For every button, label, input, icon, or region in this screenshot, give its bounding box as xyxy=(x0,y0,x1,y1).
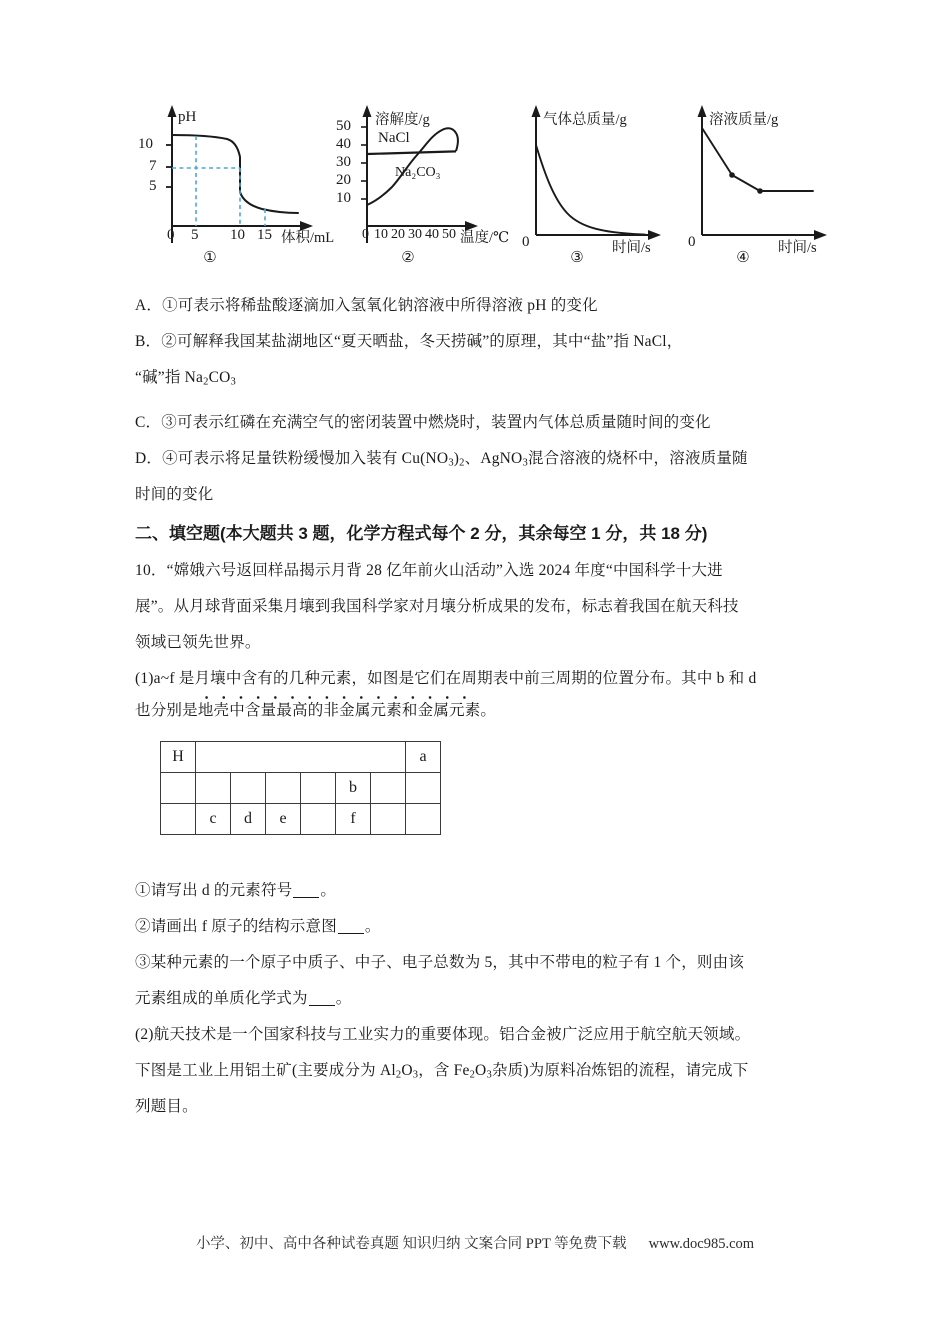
table-row xyxy=(161,773,441,804)
periodic-table-diagram xyxy=(160,741,441,835)
table-row xyxy=(161,742,441,773)
question-10-part2-line3: 列题目。 xyxy=(135,1098,198,1115)
sub1-text: ①请写出 d 的元素符号 xyxy=(135,882,293,899)
ptable-cell-r3c5 xyxy=(301,804,336,835)
answer-blank-2[interactable] xyxy=(338,918,364,934)
ptable-cell-r3c1 xyxy=(161,804,196,835)
part2-c: ，含 Fe xyxy=(418,1062,470,1079)
question-10-part2-line1: (2)航天技术是一个国家科技与工业实力的重要体现。铝合金被广泛应用于航空航天领域。 xyxy=(135,1026,751,1043)
option-b-line1 xyxy=(135,324,835,360)
option-b-label: B． xyxy=(135,333,162,350)
question-10-part2-line2 xyxy=(135,1053,835,1093)
figure-4-x-axis-label: 时间/s xyxy=(778,240,817,256)
figure-1-ytick-7: 7 xyxy=(149,158,157,174)
question-10-sub2 xyxy=(135,909,835,945)
sub1-period: 。 xyxy=(320,882,337,899)
figure-2-ytick-10: 10 xyxy=(336,190,351,206)
ptable-cell-d: d xyxy=(231,804,266,835)
sub-no3: 3 xyxy=(448,457,454,469)
question-10-stem-line1 xyxy=(135,553,835,589)
ptable-cell-f: f xyxy=(336,804,371,835)
question-10-stem-a: “嫦娥六号返回样品揭示月背 28 亿年前火山活动”入选 2024 年度“中国科学十大进 xyxy=(166,562,723,579)
ptable-cell-r2c5 xyxy=(301,773,336,804)
question-10-stem-line2: 展”。从月球背面采集月壤到我国科学家对月壤分析成果的发布，标志着我国在航天科技 xyxy=(135,598,739,615)
figure-2-xtick-40: 40 xyxy=(425,227,439,242)
figure-1-y-axis-label: pH xyxy=(178,109,197,125)
section-heading: 二、填空题(本大题共 3 题，化学方程式每个 2 分，其余每空 1 分，共 18 分) xyxy=(135,524,708,543)
figure-3-y-axis-label: 气体总质量/g xyxy=(543,112,627,128)
ptable-cell-r2c4 xyxy=(266,773,301,804)
figure-4-y-axis-label: 溶液质量/g xyxy=(709,112,779,128)
part1-line2-post: 。 xyxy=(480,702,497,719)
option-d-text-a: ④可表示将足量铁粉缓慢加入装有 Cu(NO xyxy=(162,450,449,467)
option-a xyxy=(135,288,835,324)
figure-1-ytick-10: 10 xyxy=(138,136,153,152)
option-c xyxy=(135,405,835,441)
figure-2-xtick-30: 30 xyxy=(408,227,422,242)
figure-1-xtick-15: 15 xyxy=(257,227,272,243)
part1-line2-pre: 也分别是 xyxy=(135,702,198,719)
option-b-text-cont: “碱”指 Na xyxy=(135,369,204,386)
ptable-cell-b: b xyxy=(336,773,371,804)
ptable-cell-h: H xyxy=(161,742,196,773)
answer-blank-3[interactable] xyxy=(309,990,335,1006)
question-10-number: 10． xyxy=(135,562,167,579)
sub-2b: 2 xyxy=(459,457,465,469)
part2-a: 下图是工业上用铝土矿(主要成分为 Al xyxy=(135,1062,396,1079)
option-c-text: ③可表示红磷在充满空气的密闭装置中燃烧时，装置内气体总质量随时间的变化 xyxy=(161,414,711,431)
part2-b: O xyxy=(401,1062,413,1079)
footer-url[interactable]: www.doc985.com xyxy=(648,1236,755,1252)
option-d-line1 xyxy=(135,441,835,481)
co-text: CO xyxy=(208,369,231,386)
figure-1-xtick-5: 5 xyxy=(191,227,199,243)
footer-text: 小学、初中、高中各种试卷真题 知识归纳 文案合同 PPT 等免费下载 xyxy=(195,1236,627,1252)
ptable-cell-c: c xyxy=(196,804,231,835)
sub-3b: 3 xyxy=(522,457,528,469)
sub-3: 3 xyxy=(230,376,236,388)
table-row xyxy=(161,804,441,835)
option-d-text-c: 、AgNO xyxy=(464,450,523,467)
option-a-label: A． xyxy=(135,297,163,314)
part1-line2-emphasis: 地壳中含量最高的非金属元素和金属元素 xyxy=(197,702,481,719)
option-d-line2 xyxy=(135,477,835,513)
ptable-cell-r2c2 xyxy=(196,773,231,804)
figure-1-ph-curve xyxy=(135,95,335,280)
figure-3-caption: ③ xyxy=(570,250,584,266)
sub-fe2: 2 xyxy=(469,1069,476,1081)
figure-2-xtick-50: 50 xyxy=(442,227,456,242)
figure-1-caption: ① xyxy=(203,250,217,266)
option-d-text-d: 混合溶液的烧杯中，溶液质量随 xyxy=(527,450,748,467)
ptable-cell-r2c7 xyxy=(371,773,406,804)
figure-1-xtick-0: 0 xyxy=(167,227,175,243)
option-a-text: ①可表示将稀盐酸逐滴加入氢氧化钠溶液中所得溶液 pH 的变化 xyxy=(162,297,598,314)
sub2-text: ②请画出 f 原子的结构示意图 xyxy=(135,918,337,935)
sub3-text: 元素组成的单质化学式为 xyxy=(135,990,308,1007)
ptable-cell-r2c1 xyxy=(161,773,196,804)
option-b-line2 xyxy=(135,360,835,400)
figure-2-ytick-40: 40 xyxy=(336,136,351,152)
sub3-period: 。 xyxy=(335,990,352,1007)
answer-blank-1[interactable] xyxy=(293,882,319,898)
figure-3-origin-label: 0 xyxy=(522,234,530,250)
ptable-cell-a: a xyxy=(406,742,441,773)
sub2-period: 。 xyxy=(364,918,381,935)
figure-4-caption: ④ xyxy=(736,250,750,266)
option-c-label: C． xyxy=(135,414,162,431)
figure-2-x-axis-label: 温度/℃ xyxy=(460,230,510,246)
figure-4-solution-mass-curve xyxy=(675,95,855,280)
sub-o3: 3 xyxy=(412,1069,419,1081)
sub-al2: 2 xyxy=(395,1069,402,1081)
ptable-cell-r2c3 xyxy=(231,773,266,804)
option-d-text-b: ) xyxy=(453,450,460,467)
question-10-part1-line2 xyxy=(135,693,835,729)
figure-2-curve-label-nacl: NaCl xyxy=(378,130,410,146)
ptable-cell-e: e xyxy=(266,804,301,835)
figure-2-y-axis-label: 溶解度/g xyxy=(375,112,430,128)
figure-2-ytick-20: 20 xyxy=(336,172,351,188)
figure-strip xyxy=(135,95,835,280)
part2-d: O xyxy=(475,1062,487,1079)
ptable-cell-r2c8 xyxy=(406,773,441,804)
question-10-sub3-line2 xyxy=(135,981,835,1017)
figure-2-curve-label-na2co3: Na₂CO₃ xyxy=(395,165,441,180)
ptable-cell-r1-gap xyxy=(196,742,406,773)
figure-2-ytick-50: 50 xyxy=(336,118,351,134)
question-10-sub1 xyxy=(135,873,835,909)
ptable-cell-r3c7 xyxy=(371,804,406,835)
sub-2: 2 xyxy=(203,376,209,388)
option-d-text-cont: 时间的变化 xyxy=(135,486,214,503)
sub-o3b: 3 xyxy=(486,1069,492,1081)
figure-3-x-axis-label: 时间/s xyxy=(612,240,651,256)
ptable-cell-r3c8 xyxy=(406,804,441,835)
question-10-stem-line3: 领域已领先世界。 xyxy=(135,634,261,651)
question-10-part1-line1: (1)a~f 是月壤中含有的几种元素，如图是它们在周期表中前三周期的位置分布。其中 b 和 d xyxy=(135,670,757,687)
figure-2-xtick-10: 10 xyxy=(374,227,388,242)
figure-1-x-axis-label: 体积/mL xyxy=(281,230,335,246)
option-b-text: ②可解释我国某盐湖地区“夏天晒盐，冬天捞碱”的原理，其中“盐”指 NaCl， xyxy=(161,333,683,350)
figure-1-ytick-5: 5 xyxy=(149,178,157,194)
figure-1-xtick-10: 10 xyxy=(230,227,245,243)
part2-e: 杂质)为原料冶炼铝的流程，请完成下 xyxy=(491,1062,749,1079)
figure-2-xtick-20: 20 xyxy=(391,227,405,242)
figure-4-origin-label: 0 xyxy=(688,234,696,250)
figure-2-xtick-0: 0 xyxy=(362,227,369,242)
option-d-label: D． xyxy=(135,450,163,467)
question-10-sub3-line1: ③某种元素的一个原子中质子、中子、电子总数为 5，其中不带电的粒子有 1 个，则由该 xyxy=(135,954,745,971)
figure-2-ytick-30: 30 xyxy=(336,154,351,170)
figure-2-caption: ② xyxy=(401,250,415,266)
page-footer xyxy=(0,1232,950,1253)
